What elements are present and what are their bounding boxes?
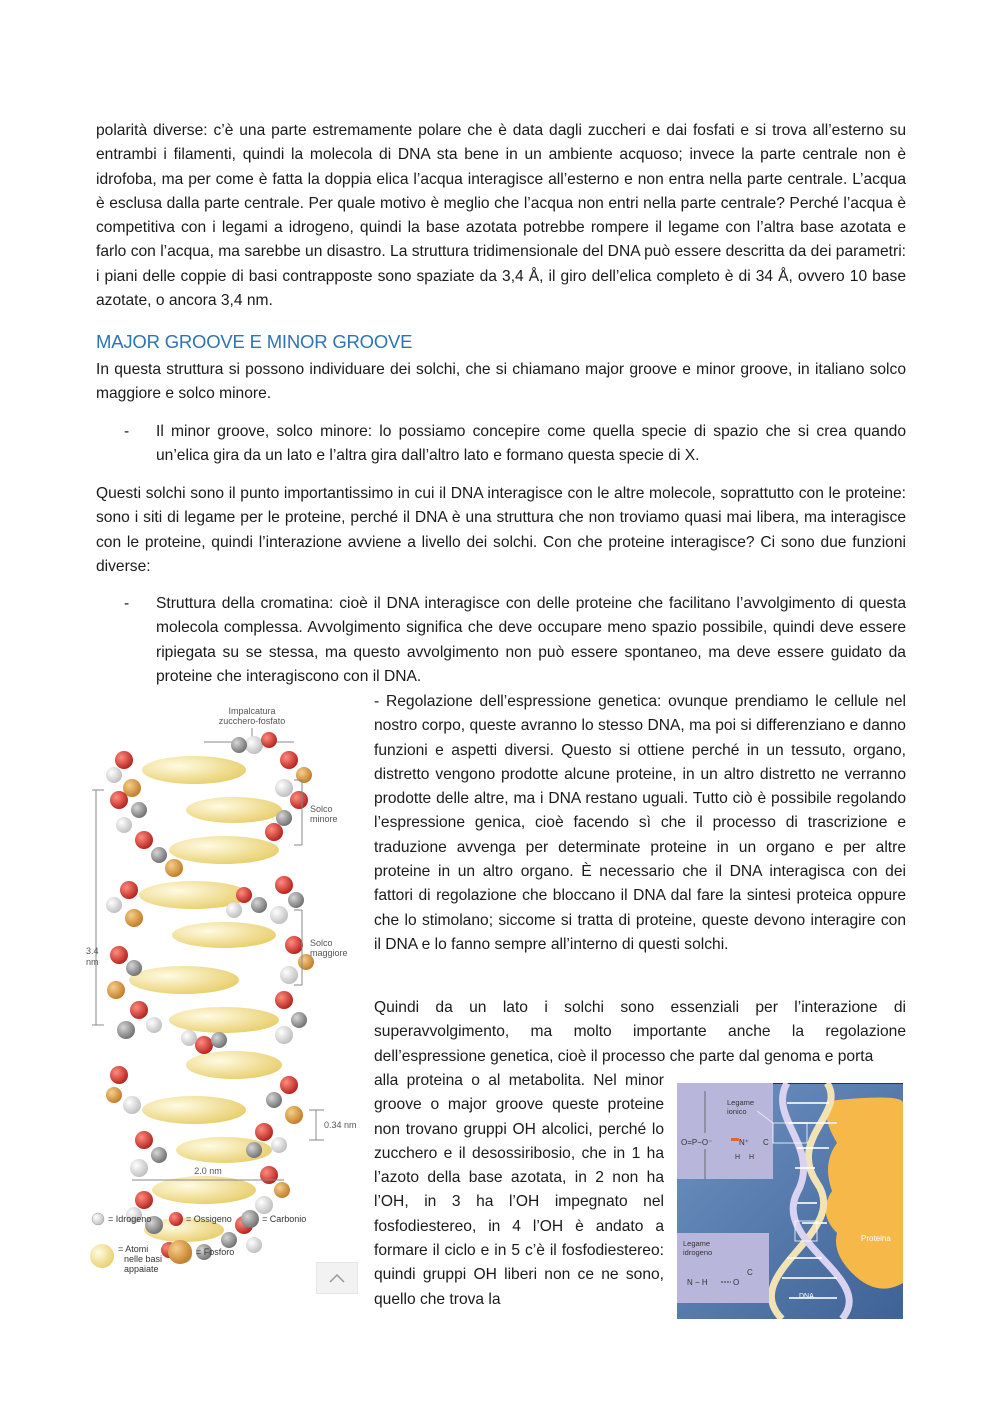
legend-base: nelle basi <box>124 1254 163 1264</box>
paragraph-grooves-importance: Questi solchi sono il punto importantissimo in cui il DNA interagisce con le altre molecole, soprattutto con le proteine: sono i siti di legame per le proteine, perché il DNA è una struttura che non troviamo quasi mai libera, ma interagisce con le proteine, quindi l’interazione avviene a livello dei solchi. Con che proteine interagisce? Ci sono due funzioni diverse: <box>96 485 906 575</box>
bullet-text: Struttura della cromatina: cioè il DNA interagisce con delle proteine che facilitano l’avvolgimento di questa molecola complessa. Avvolgimento significa che deve occupare meno spazio possibile, quindi deve essere ripiegata su se stessa, ma questo avvolgimento non può essere spontaneo, ma deve essere guidato da proteine che interagiscono con il DNA. <box>156 595 906 685</box>
legend-swatch-oxygen <box>169 1212 183 1226</box>
bullet-text: Il minor groove, solco minore: lo possiamo concepire come quella specie di spazio che si crea quando un’elica gira da un lato e l’altra gira dall’altro lato e formano questa specie di X. <box>156 423 906 465</box>
label-dna: DNA <box>799 1293 814 1300</box>
legend-phosphorus: = Fosforo <box>196 1247 235 1257</box>
paragraph-gene-regulation: - Regolazione dell’espressione genetica: ovunque prendiamo le cellule nel nostro corpo, queste avranno lo stesso DNA, ma poi si differenziano e danno funzioni e aspetti diversi. Questo si ottiene perché in un tessuto, organo, distretto vengono prodotte alcune proteine, in un altro distretto ne verranno prodotte delle altre, ma i DNA restano uguali. Tutto ciò è possibile regolando l’espressione genica, cioè facendo sì che il processo di trascrizione e traduzione avvenga per determinate proteine in un organo e per altre proteine in un altro organo. È necessario che il DNA interagisca con dei fattori di regolazione che bloccano il DNA dal fare la sintesi proteica oppure che lo stimolano; siccome si tratta di proteine, queste devono interagire con il DNA e lo fanno sempre all’interno di questi solchi. <box>374 693 906 953</box>
label-3-4: 3.4 <box>86 946 99 956</box>
legend-base: = Atomi <box>118 1244 149 1254</box>
legend-swatch-phosphorus <box>168 1240 192 1264</box>
chem-phosphate: O=P−O⁻ <box>681 1138 713 1147</box>
label-backbone: zucchero-fosfato <box>218 716 286 726</box>
bullet-dash: - <box>124 595 130 612</box>
chem-h: H <box>735 1154 741 1161</box>
label-0-34: 0.34 nm <box>324 1120 357 1130</box>
legend-swatch-base <box>90 1244 114 1268</box>
label-ionic-bond: Legame <box>727 1098 755 1107</box>
legend-swatch-hydrogen <box>92 1213 104 1225</box>
legend-swatch-carbon <box>241 1210 259 1228</box>
dna-space-filling-figure <box>84 700 364 1290</box>
label-nm: nm <box>86 957 99 967</box>
chem-o: O <box>733 1278 740 1287</box>
label-backbone: Impalcatura <box>228 706 276 716</box>
paragraph-grooves-intro: In questa struttura si possono individuare dei solchi, che si chiamano major groove e minor groove, in italiano solco maggiore e solco minore. <box>96 361 906 403</box>
section-heading: MAJOR GROOVE E MINOR GROOVE <box>96 331 413 352</box>
label-major-groove: maggiore <box>310 948 348 958</box>
paragraph-supercoiling: Quindi da un lato i solchi sono essenziali per l’interazione di superavvolgimento, ma molto importante anche la regolazione dell’espressione genetica, cioè il processo che parte dal genoma e porta <box>374 999 906 1065</box>
scroll-to-top-button[interactable] <box>316 1262 358 1294</box>
label-major-groove: Solco <box>310 938 333 948</box>
paragraph-oh-groups: alla proteina o al metabolita. Nel minor groove o major groove queste proteine non trovano gruppi OH alcolici, perché lo zucchero e il desossiribosio, che in 1 ha l’azoto della base azotata, in 2 non ha l’OH, in 3 ha l’OH impegnato nel fosfodiestereo, in 4 l’OH è andato a formare il ciclo e in 5 c’è il fosfodiestereo: quindi gruppi OH liberi non ce ne sono, quello che trova la <box>374 1072 664 1308</box>
label-minor-groove: Solco <box>310 804 333 814</box>
chem-h: H <box>749 1154 755 1161</box>
chem-n: N⁺ <box>739 1138 749 1147</box>
protein-dna-interaction-figure <box>677 1083 903 1319</box>
label-2-0: 2.0 nm <box>194 1166 222 1176</box>
paragraph-polarity: polarità diverse: c’è una parte estremamente polare che è data dagli zuccheri e dai fosfati e si trova all’esterno su entrambi i filamenti, quindi la molecola di DNA sta bene in un ambiente acquoso; invece la parte centrale non è idrofoba, ma per come è fatta la doppia elica l’acqua interagisce all’esterno e non entra nella parte centrale. L’acqua è esclusa dalla parte centrale. Per quale motivo è meglio che l’acqua non entri nella parte centrale? Perché l’acqua è competitiva con i legami a idrogeno, quindi la base azotata potrebbe rompere il legame con l’altra base azotata e farlo con l’acqua, ma sarebbe un disastro. La struttura tridimensionale del DNA può essere descritta da dei parametri: i piani delle coppie di basi contrapposte sono spaziate da 3,4 Å, il giro dell’elica completo è di 34 Å, ovvero 10 base azotate, o ancora 3,4 nm. <box>96 122 906 310</box>
legend <box>90 1210 306 1274</box>
chevron-up-icon <box>317 1263 357 1293</box>
label-ionic-bond: ionico <box>727 1107 747 1116</box>
label-minor-groove: minore <box>310 814 338 824</box>
chem-c2: C <box>747 1268 753 1277</box>
legend-hydrogen: = Idrogeno <box>108 1214 152 1224</box>
chem-c: C <box>763 1138 769 1147</box>
label-protein: Proteina <box>861 1234 891 1243</box>
legend-base: appaiate <box>124 1264 159 1274</box>
hydrogen-bond-inset <box>677 1233 769 1303</box>
legend-carbon: = Carbonio <box>262 1214 307 1224</box>
label-hydrogen-bond: idrogeno <box>683 1248 713 1257</box>
dna-helix-model <box>106 732 314 1263</box>
bullet-dash: - <box>124 423 130 440</box>
chem-nh: N − H <box>687 1278 708 1287</box>
legend-oxygen: = Ossigeno <box>186 1214 232 1224</box>
ionic-bond-inset <box>677 1083 773 1179</box>
label-hydrogen-bond: Legame <box>683 1239 711 1248</box>
